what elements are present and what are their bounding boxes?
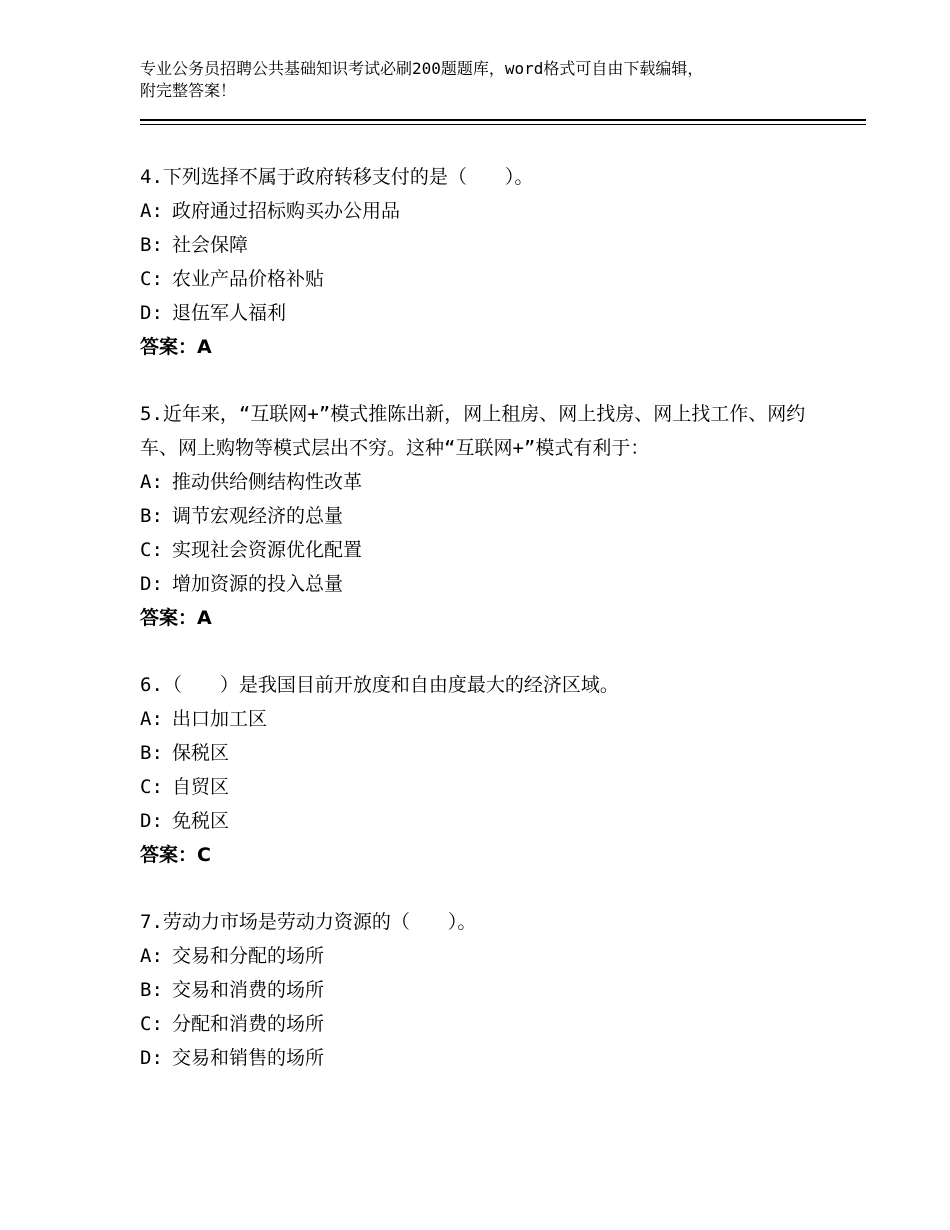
answer-label: 答案：A xyxy=(140,336,212,358)
option-tag: B: xyxy=(140,505,163,527)
option-a xyxy=(140,194,820,228)
option-c xyxy=(140,262,820,296)
question-4 xyxy=(140,160,820,364)
option-tag: C: xyxy=(140,539,163,561)
option-text: 免税区 xyxy=(172,810,230,832)
question-stem: 6.（ ）是我国目前开放度和自由度最大的经济区域。 xyxy=(140,674,619,696)
question-5 xyxy=(140,397,820,635)
question-7 xyxy=(140,905,820,1075)
answer-label: 答案：C xyxy=(140,844,211,866)
option-tag: C: xyxy=(140,776,163,798)
option-tag: C: xyxy=(140,268,163,290)
option-c xyxy=(140,533,820,567)
document-header xyxy=(140,58,840,102)
option-tag: A: xyxy=(140,471,163,493)
option-d xyxy=(140,1041,820,1075)
option-tag: B: xyxy=(140,979,163,1001)
option-text: 交易和销售的场所 xyxy=(172,1047,325,1069)
option-tag: A: xyxy=(140,945,163,967)
option-tag: A: xyxy=(140,708,163,730)
header-line-1: 专业公务员招聘公共基础知识考试必刷200题题库，word格式可自由下载编辑， xyxy=(140,59,704,78)
option-text: 调节宏观经济的总量 xyxy=(172,505,344,527)
question-stem: 7.劳动力市场是劳动力资源的（ ）。 xyxy=(140,911,477,933)
option-tag: D: xyxy=(140,302,163,324)
header-line-2: 附完整答案！ xyxy=(140,81,237,100)
option-text: 社会保障 xyxy=(172,234,249,256)
option-b xyxy=(140,973,820,1007)
option-d xyxy=(140,567,820,601)
option-text: 实现社会资源优化配置 xyxy=(172,539,363,561)
answer-label: 答案：A xyxy=(140,607,212,629)
header-divider-thin xyxy=(140,124,866,125)
option-text: 交易和消费的场所 xyxy=(172,979,325,1001)
option-text: 分配和消费的场所 xyxy=(172,1013,325,1035)
question-list xyxy=(140,160,820,1108)
option-tag: D: xyxy=(140,573,163,595)
option-d xyxy=(140,804,820,838)
option-text: 农业产品价格补贴 xyxy=(172,268,325,290)
option-d xyxy=(140,296,820,330)
option-tag: D: xyxy=(140,1047,163,1069)
option-text: 增加资源的投入总量 xyxy=(172,573,344,595)
header-divider-thick xyxy=(140,119,866,121)
option-tag: D: xyxy=(140,810,163,832)
option-text: 保税区 xyxy=(172,742,230,764)
option-b xyxy=(140,499,820,533)
option-tag: B: xyxy=(140,742,163,764)
question-stem: 4.下列选择不属于政府转移支付的是（ ）。 xyxy=(140,166,534,188)
option-tag: C: xyxy=(140,1013,163,1035)
question-stem: 5.近年来，“互联网+”模式推陈出新，网上租房、网上找房、网上找工作、网约车、网上购物等模式层出不穷。这种“互联网+”模式有利于： xyxy=(140,403,806,459)
option-tag: A: xyxy=(140,200,163,222)
option-text: 交易和分配的场所 xyxy=(172,945,325,967)
option-b xyxy=(140,736,820,770)
option-c xyxy=(140,1007,820,1041)
option-a xyxy=(140,702,820,736)
option-text: 出口加工区 xyxy=(172,708,268,730)
option-b xyxy=(140,228,820,262)
option-text: 退伍军人福利 xyxy=(172,302,287,324)
option-c xyxy=(140,770,820,804)
option-tag: B: xyxy=(140,234,163,256)
option-text: 自贸区 xyxy=(172,776,230,798)
option-text: 推动供给侧结构性改革 xyxy=(172,471,363,493)
option-a xyxy=(140,465,820,499)
question-6 xyxy=(140,668,820,872)
option-text: 政府通过招标购买办公用品 xyxy=(172,200,401,222)
option-a xyxy=(140,939,820,973)
